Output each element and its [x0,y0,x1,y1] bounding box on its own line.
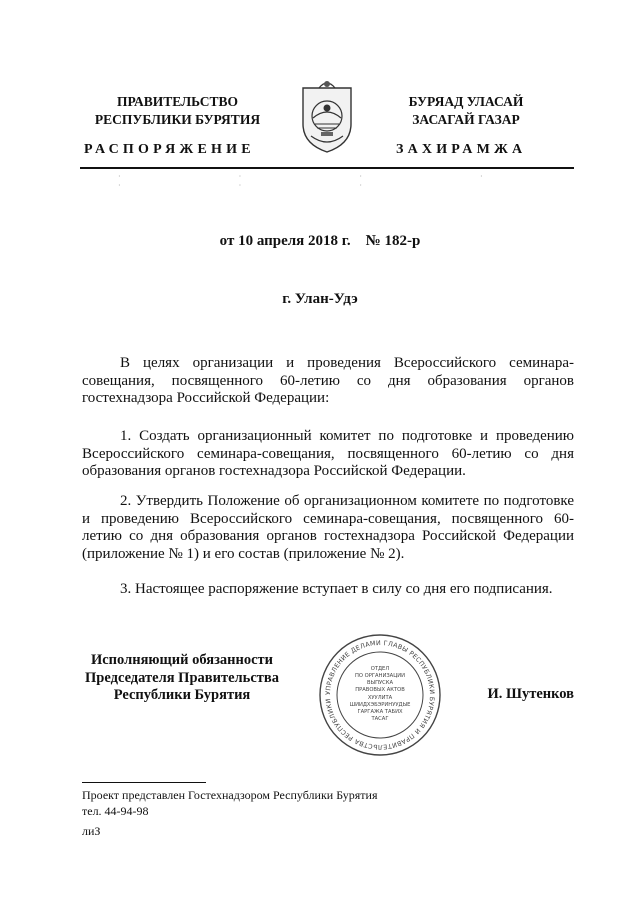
doc-type-russian: РАСПОРЯЖЕНИЕ [84,142,255,157]
contact-phone: тел. 44-94-98 [82,804,149,818]
date-and-number: от 10 апреля 2018 г. № 182-р [219,233,421,249]
signatory-name: И. Шутенков [487,686,574,702]
document-code: лиЗ [82,824,101,838]
item-1-paragraph: 1. Создать организационный комитет по подготовке и проведению Всероссийского семинара-совещания, посвященного 60-летию со дня образования органов гостехнадзора Российской Федерации. [82,428,574,479]
stamp-line-6: ШИИДХЭБЭРИНУУДЫЕ [349,702,411,708]
stamp-line-3: ВЫПУСКА [366,680,394,686]
issuer-buryat-line-2: ЗАСАГАЙ ГАЗАР [412,112,520,127]
signatory-position [72,652,292,705]
stamp-line-7: ГАРГАЖА ТАБИХ [357,709,403,715]
submitted-by-note: Проект представлен Гостехнадзором Республики Бурятия [82,788,378,802]
stamp-ring-text: УПРАВЛЕНИЕ ДЕЛАМИ ГЛАВЫ РЕСПУБЛИКИ БУРЯТИЯ И ПРАВИТЕЛЬСТВА РЕСПУБЛИКИ [323,638,437,752]
doc-type-buryat: ЗАХИРАМЖА [396,142,527,157]
issuer-line-2: РЕСПУБЛИКИ БУРЯТИЯ [94,112,261,127]
stamp-line-1: ОТДЕЛ [370,666,390,672]
position-line-2: Председателя Правительства [85,669,279,686]
stamp-line-5: ХУУЛИТА [367,695,393,701]
header-dotted-marks: · · · · · · · [118,172,541,190]
coat-of-arms-emblem [297,78,357,154]
preamble-paragraph: В целях организации и проведения Всероссийского семинара-совещания, посвященного 60-летию со дня образования органов гостехнадзора Российской Федерации: [82,355,574,406]
issuer-line-1: ПРАВИТЕЛЬСТВО [116,94,238,109]
official-stamp [318,633,442,757]
header-rule [80,167,574,169]
issuer-buryat-line-1: БУРЯАД УЛАСАЙ [408,94,524,109]
footer-rule [82,782,206,783]
stamp-line-4: ПРАВОВЫХ АКТОВ [355,687,405,693]
item-3-paragraph: 3. Настоящее распоряжение вступает в силу со дня его подписания. [120,581,553,597]
position-line-1: Исполняющий обязанности [90,652,274,668]
city: г. Улан-Удэ [282,291,358,307]
issuer-name-buryat [372,93,560,129]
issuer-name-russian [80,93,275,129]
stamp-line-8: ТАСАГ [371,716,389,722]
stamp-line-2: ПО ОРГАНИЗАЦИИ [354,673,406,679]
item-2-paragraph: 2. Утвердить Положение об организационном комитете по подготовке и проведению Всероссийского семинара-совещания, посвященного 60-летию со дня образования органов гостехнадзора Российской Федерации (приложение № 1) и его состав (приложение № 2). [82,493,574,562]
position-line-3: Республики Бурятия [113,687,251,703]
